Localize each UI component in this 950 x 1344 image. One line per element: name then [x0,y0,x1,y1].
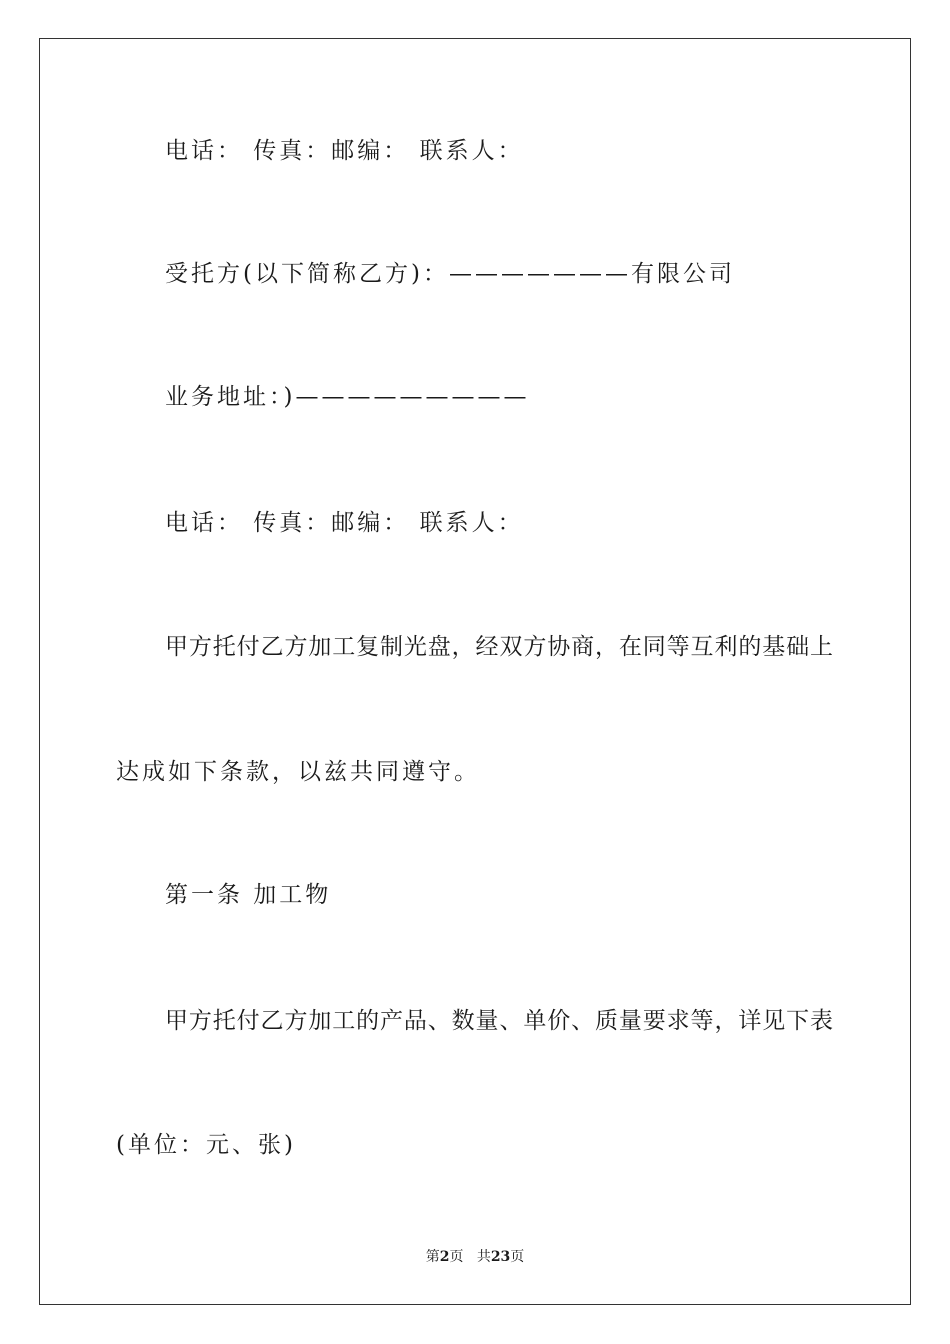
footer-total-prefix: 共 [476,1249,491,1265]
footer-total-unit: 页 [510,1249,525,1265]
footer-total-pages: 23 [490,1249,511,1265]
business-address-line: 业务地址：)————————— [165,384,530,410]
footer-page-unit: 页 [449,1249,464,1265]
page-frame [39,38,911,1305]
article-one-paragraph-line-2: (单位：元、张) [116,1132,296,1158]
page-footer [0,1247,950,1267]
contact-line-party-a: 电话： 传真：邮编： 联系人： [165,138,524,164]
intro-paragraph-line-1: 甲方托付乙方加工复制光盘，经双方协商，在同等互利的基础上 [165,634,833,660]
intro-paragraph-line-2: 达成如下条款，以兹共同遵守。 [116,759,480,785]
contact-line-party-b: 电话： 传真：邮编： 联系人： [165,510,524,536]
footer-prefix: 第 [425,1249,440,1265]
article-one-heading: 第一条 加工物 [165,882,332,908]
footer-current-page: 2 [439,1249,450,1265]
party-b-line: 受托方(以下简称乙方)：———————有限公司 [165,261,735,287]
article-one-paragraph-line-1: 甲方托付乙方加工的产品、数量、单价、质量要求等，详见下表 [165,1008,833,1034]
